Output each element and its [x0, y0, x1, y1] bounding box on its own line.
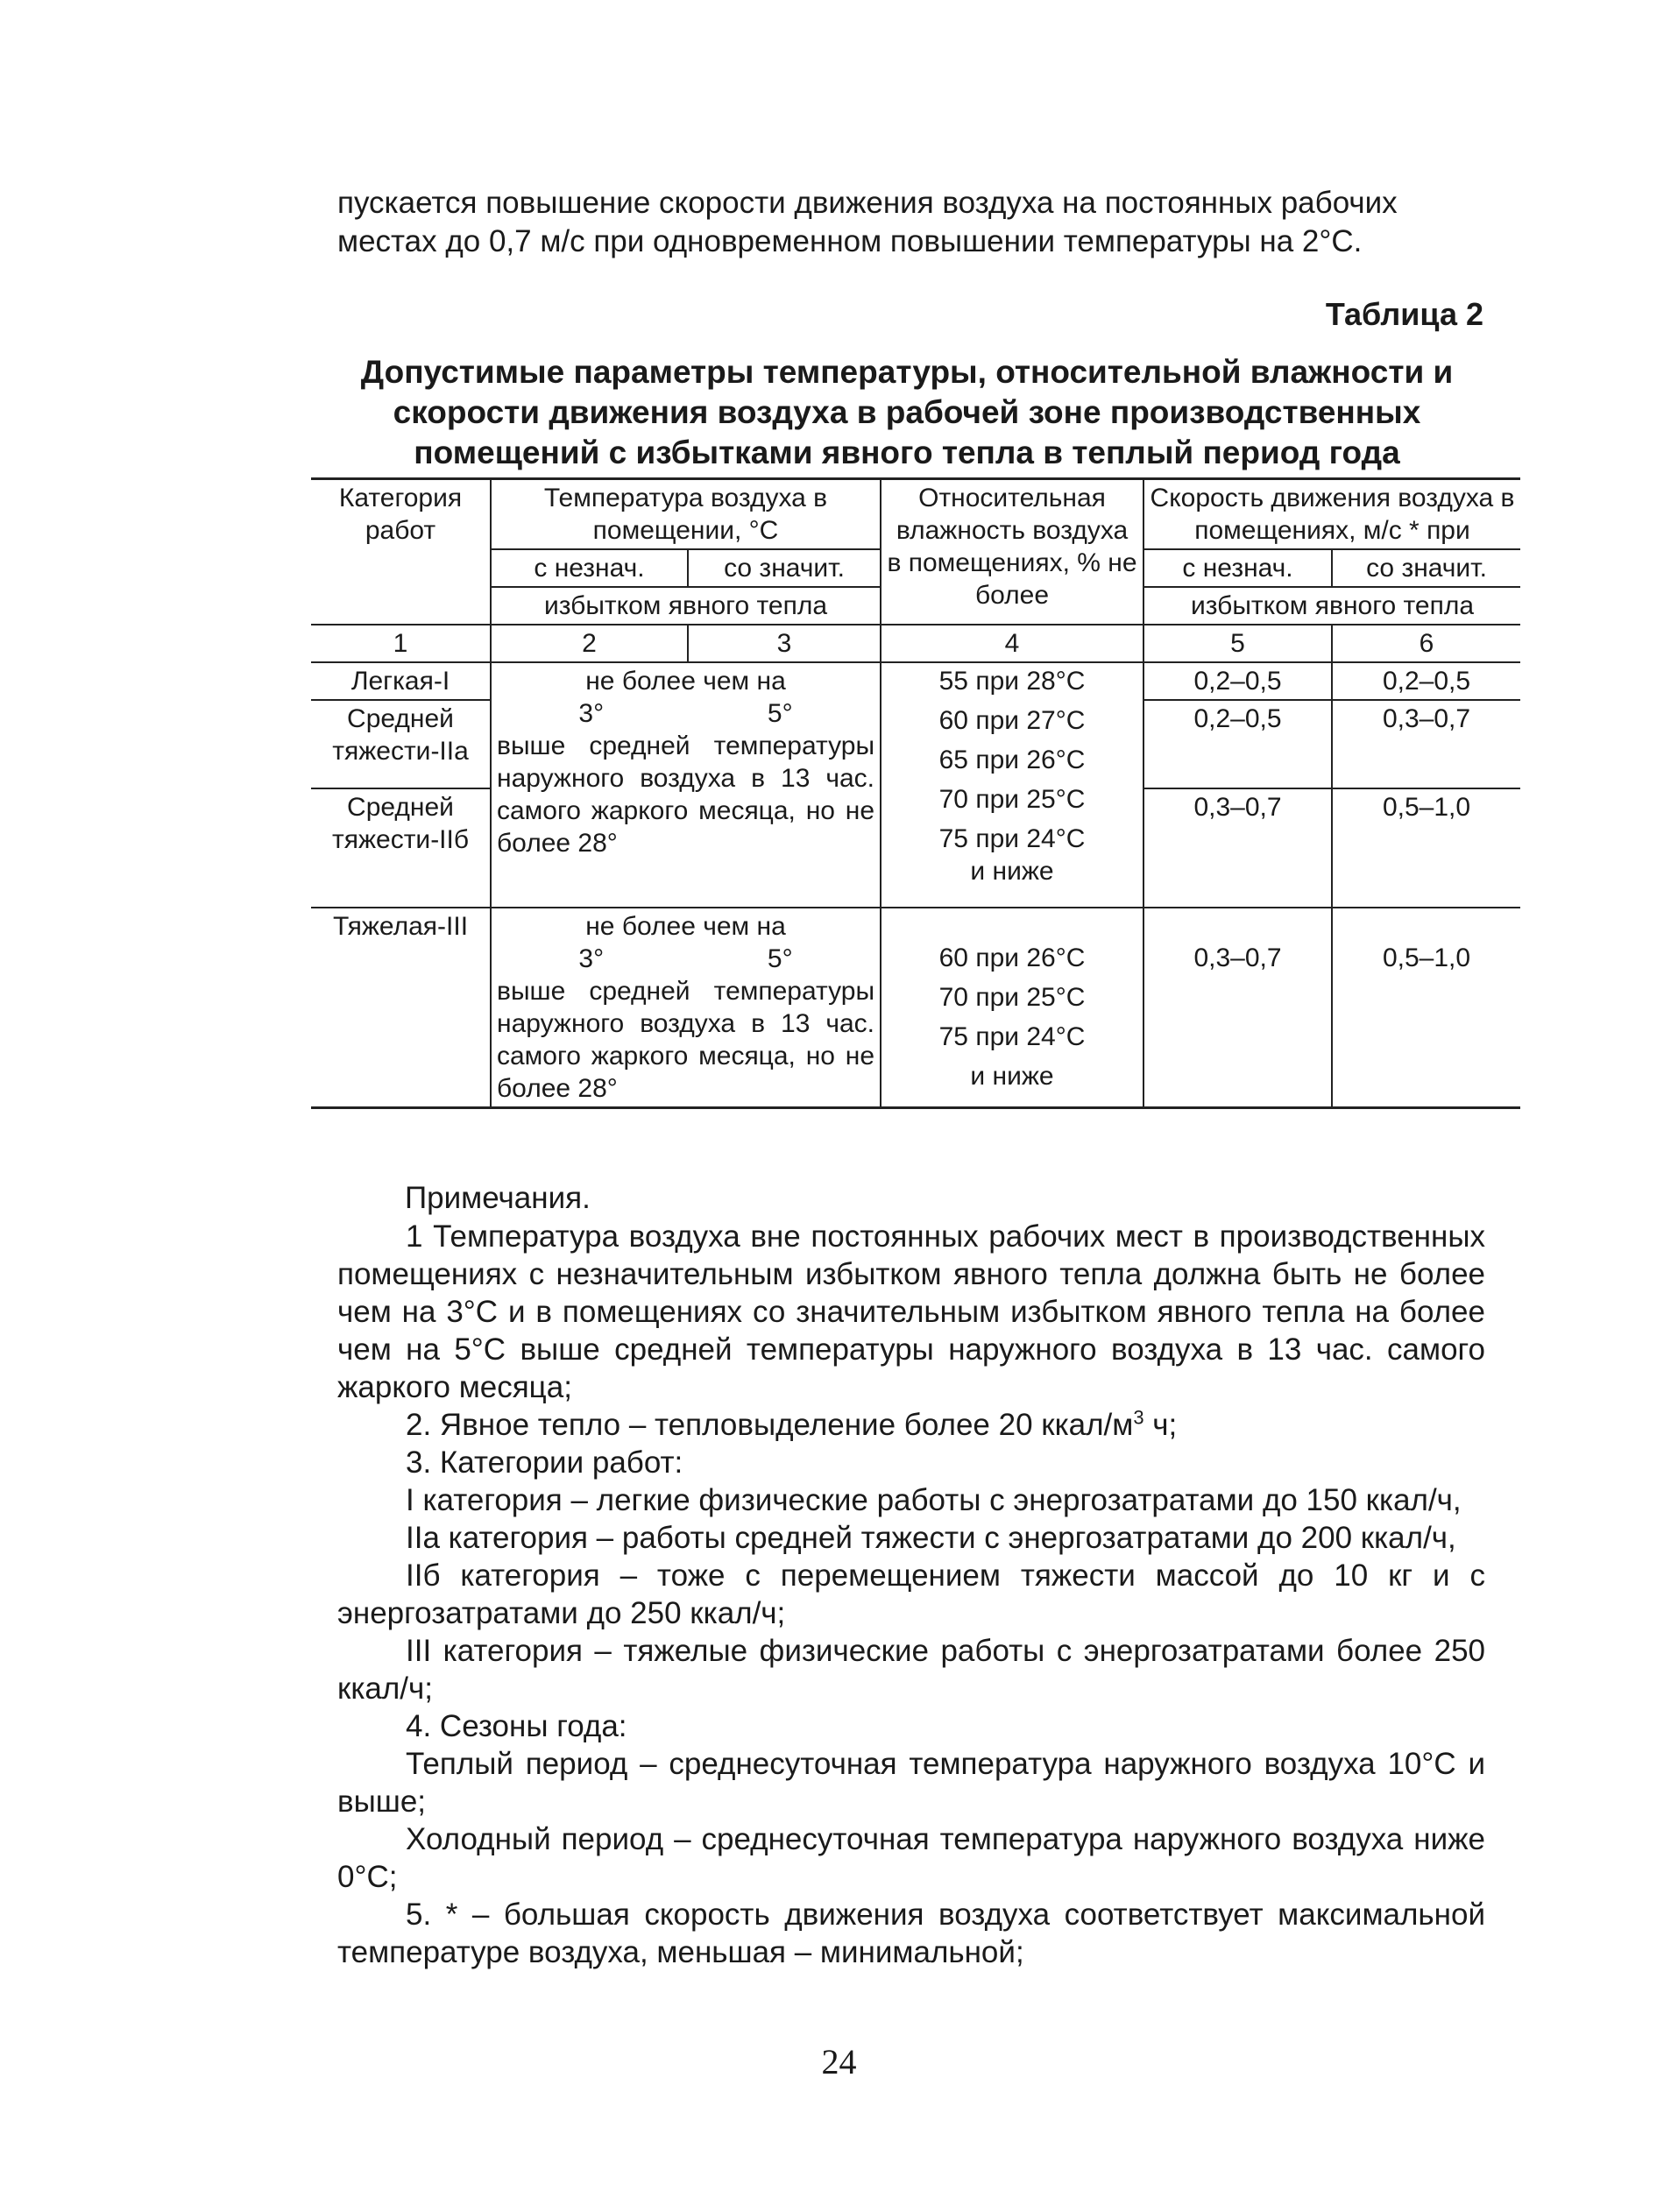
humidity-value: 65 при 26°С: [938, 746, 1086, 774]
notes-list: [337, 1218, 1485, 1971]
category-medium-2b: Средней тяжести-IIб: [311, 788, 491, 908]
col-number: 1: [311, 625, 491, 662]
temperature-group1: [491, 662, 881, 908]
page-number: 24: [821, 2042, 857, 2081]
humidity-value: 75 при 24°С: [938, 1022, 1086, 1051]
speed-minor-light: 0,2–0,5: [1143, 662, 1332, 700]
note-item: IIа категория – работы средней тяжести с энергозатратами до 200 ккал/ч,: [406, 1521, 1456, 1555]
speed-major-heavy: 0,5–1,0: [1332, 908, 1520, 1108]
table-title: Допустимые параметры температуры, относительной влажности и скорости движения воздуха в рабочей зоне производственных помещений с избытками явного тепла в теплый период года: [360, 354, 1454, 470]
note-superscript: 3: [1133, 1406, 1144, 1429]
intro-paragraph: пускается повышение скорости движения воздуха на постоянных рабочих местах до 0,7 м/с при одновременном повышении температуры на 2°С.: [337, 186, 1398, 258]
humidity-value: и ниже: [970, 857, 1054, 886]
temp-degrees: [497, 697, 874, 730]
temp-text: выше средней температуры наружного воздуха в 13 час. самого жаркого месяца, но не более 28°: [497, 731, 875, 858]
header-humidity: Относительная влажность воздуха в помещениях, % не более: [881, 479, 1143, 625]
humidity-value: 70 при 25°С: [938, 785, 1086, 814]
humidity-value: 75 при 24°С: [938, 824, 1086, 853]
col-number: 4: [881, 625, 1143, 662]
note-item: 3. Категории работ:: [406, 1445, 683, 1480]
note-item: Теплый период – среднесуточная температура наружного воздуха 10°С и выше;: [337, 1747, 1485, 1819]
note-item: 1 Температура воздуха вне постоянных рабочих мест в производственных помещениях с незначительным избытком явного тепла должна быть не более чем на 3°С и в помещениях со значительным избытком явного тепла на более чем на 5°С выше средней температуры наружного воздуха в 13 час. самого жаркого месяца;: [337, 1219, 1485, 1404]
category-light: Легкая-I: [311, 662, 491, 700]
humidity-value: и ниже: [970, 1062, 1054, 1091]
table-number: Таблица 2: [1325, 296, 1483, 332]
header-temp-minor: с незнач.: [491, 549, 688, 587]
note-item: [337, 1406, 1485, 1444]
header-speed: Скорость движения воздуха в помещениях, м/с * при: [1143, 479, 1520, 550]
speed-minor-2b: 0,3–0,7: [1143, 788, 1332, 908]
col-number: 3: [688, 625, 881, 662]
speed-minor-heavy: 0,3–0,7: [1143, 908, 1332, 1108]
speed-minor-2a: 0,2–0,5: [1143, 700, 1332, 788]
category-heavy: Тяжелая-III: [311, 908, 491, 1108]
header-temperature: Температура воздуха в помещении, °С: [491, 479, 881, 550]
header-temp-major: со значит.: [688, 549, 881, 587]
temperature-group2: [491, 908, 881, 1108]
col-number: 5: [1143, 625, 1332, 662]
note-item: Холодный период – среднесуточная температура наружного воздуха ниже 0°С;: [337, 1822, 1485, 1894]
humidity-value: 60 при 27°С: [938, 706, 1086, 735]
humidity-value: 60 при 26°С: [938, 943, 1086, 972]
temp-major-value: 5°: [767, 944, 793, 973]
humidity-group2: [881, 908, 1143, 1108]
header-speed-major: со значит.: [1332, 549, 1520, 587]
temp-header: не более чем на: [585, 667, 786, 696]
notes-heading: Примечания.: [405, 1181, 591, 1215]
speed-major-light: 0,2–0,5: [1332, 662, 1520, 700]
temp-header: не более чем на: [585, 912, 786, 941]
note-item: 5. * – большая скорость движения воздуха соответствует максимальной температуре воздуха, меньшая – минимальной;: [337, 1898, 1485, 1969]
col-number: 2: [491, 625, 688, 662]
temp-major-value: 5°: [767, 699, 793, 728]
note-text: ч;: [1143, 1408, 1178, 1442]
note-item: III категория – тяжелые физические работы с энергозатратами более 250 ккал/ч;: [337, 1634, 1485, 1706]
humidity-value: 70 при 25°С: [938, 983, 1086, 1012]
parameters-table: [311, 477, 1520, 1109]
header-speed-excess: избытком явного тепла: [1143, 587, 1520, 625]
category-medium-2a: Средней тяжести-IIа: [311, 700, 491, 788]
humidity-group1: [881, 662, 1143, 908]
note-item: IIб категория – тоже с перемещением тяжести массой до 10 кг и с энергозатратами до 250 ккал/ч;: [337, 1558, 1485, 1630]
temp-minor-value: 3°: [578, 944, 605, 973]
col-number: 6: [1332, 625, 1520, 662]
header-temp-excess: избытком явного тепла: [491, 587, 881, 625]
humidity-value: 55 при 28°С: [938, 667, 1086, 696]
temp-minor-value: 3°: [578, 699, 605, 728]
note-item: 4. Сезоны года:: [406, 1709, 627, 1743]
temp-text: выше средней температуры наружного воздуха в 13 час. самого жаркого месяца, но не более 28°: [497, 977, 875, 1103]
header-category: Категория работ: [311, 479, 491, 625]
note-item: I категория – легкие физические работы с энергозатратами до 150 ккал/ч,: [406, 1483, 1462, 1517]
header-speed-minor: с незнач.: [1143, 549, 1332, 587]
temp-degrees: [497, 943, 874, 975]
speed-major-2b: 0,5–1,0: [1332, 788, 1520, 908]
note-text: 2. Явное тепло – тепловыделение более 20 ккал/м: [406, 1408, 1134, 1442]
speed-major-2a: 0,3–0,7: [1332, 700, 1520, 788]
